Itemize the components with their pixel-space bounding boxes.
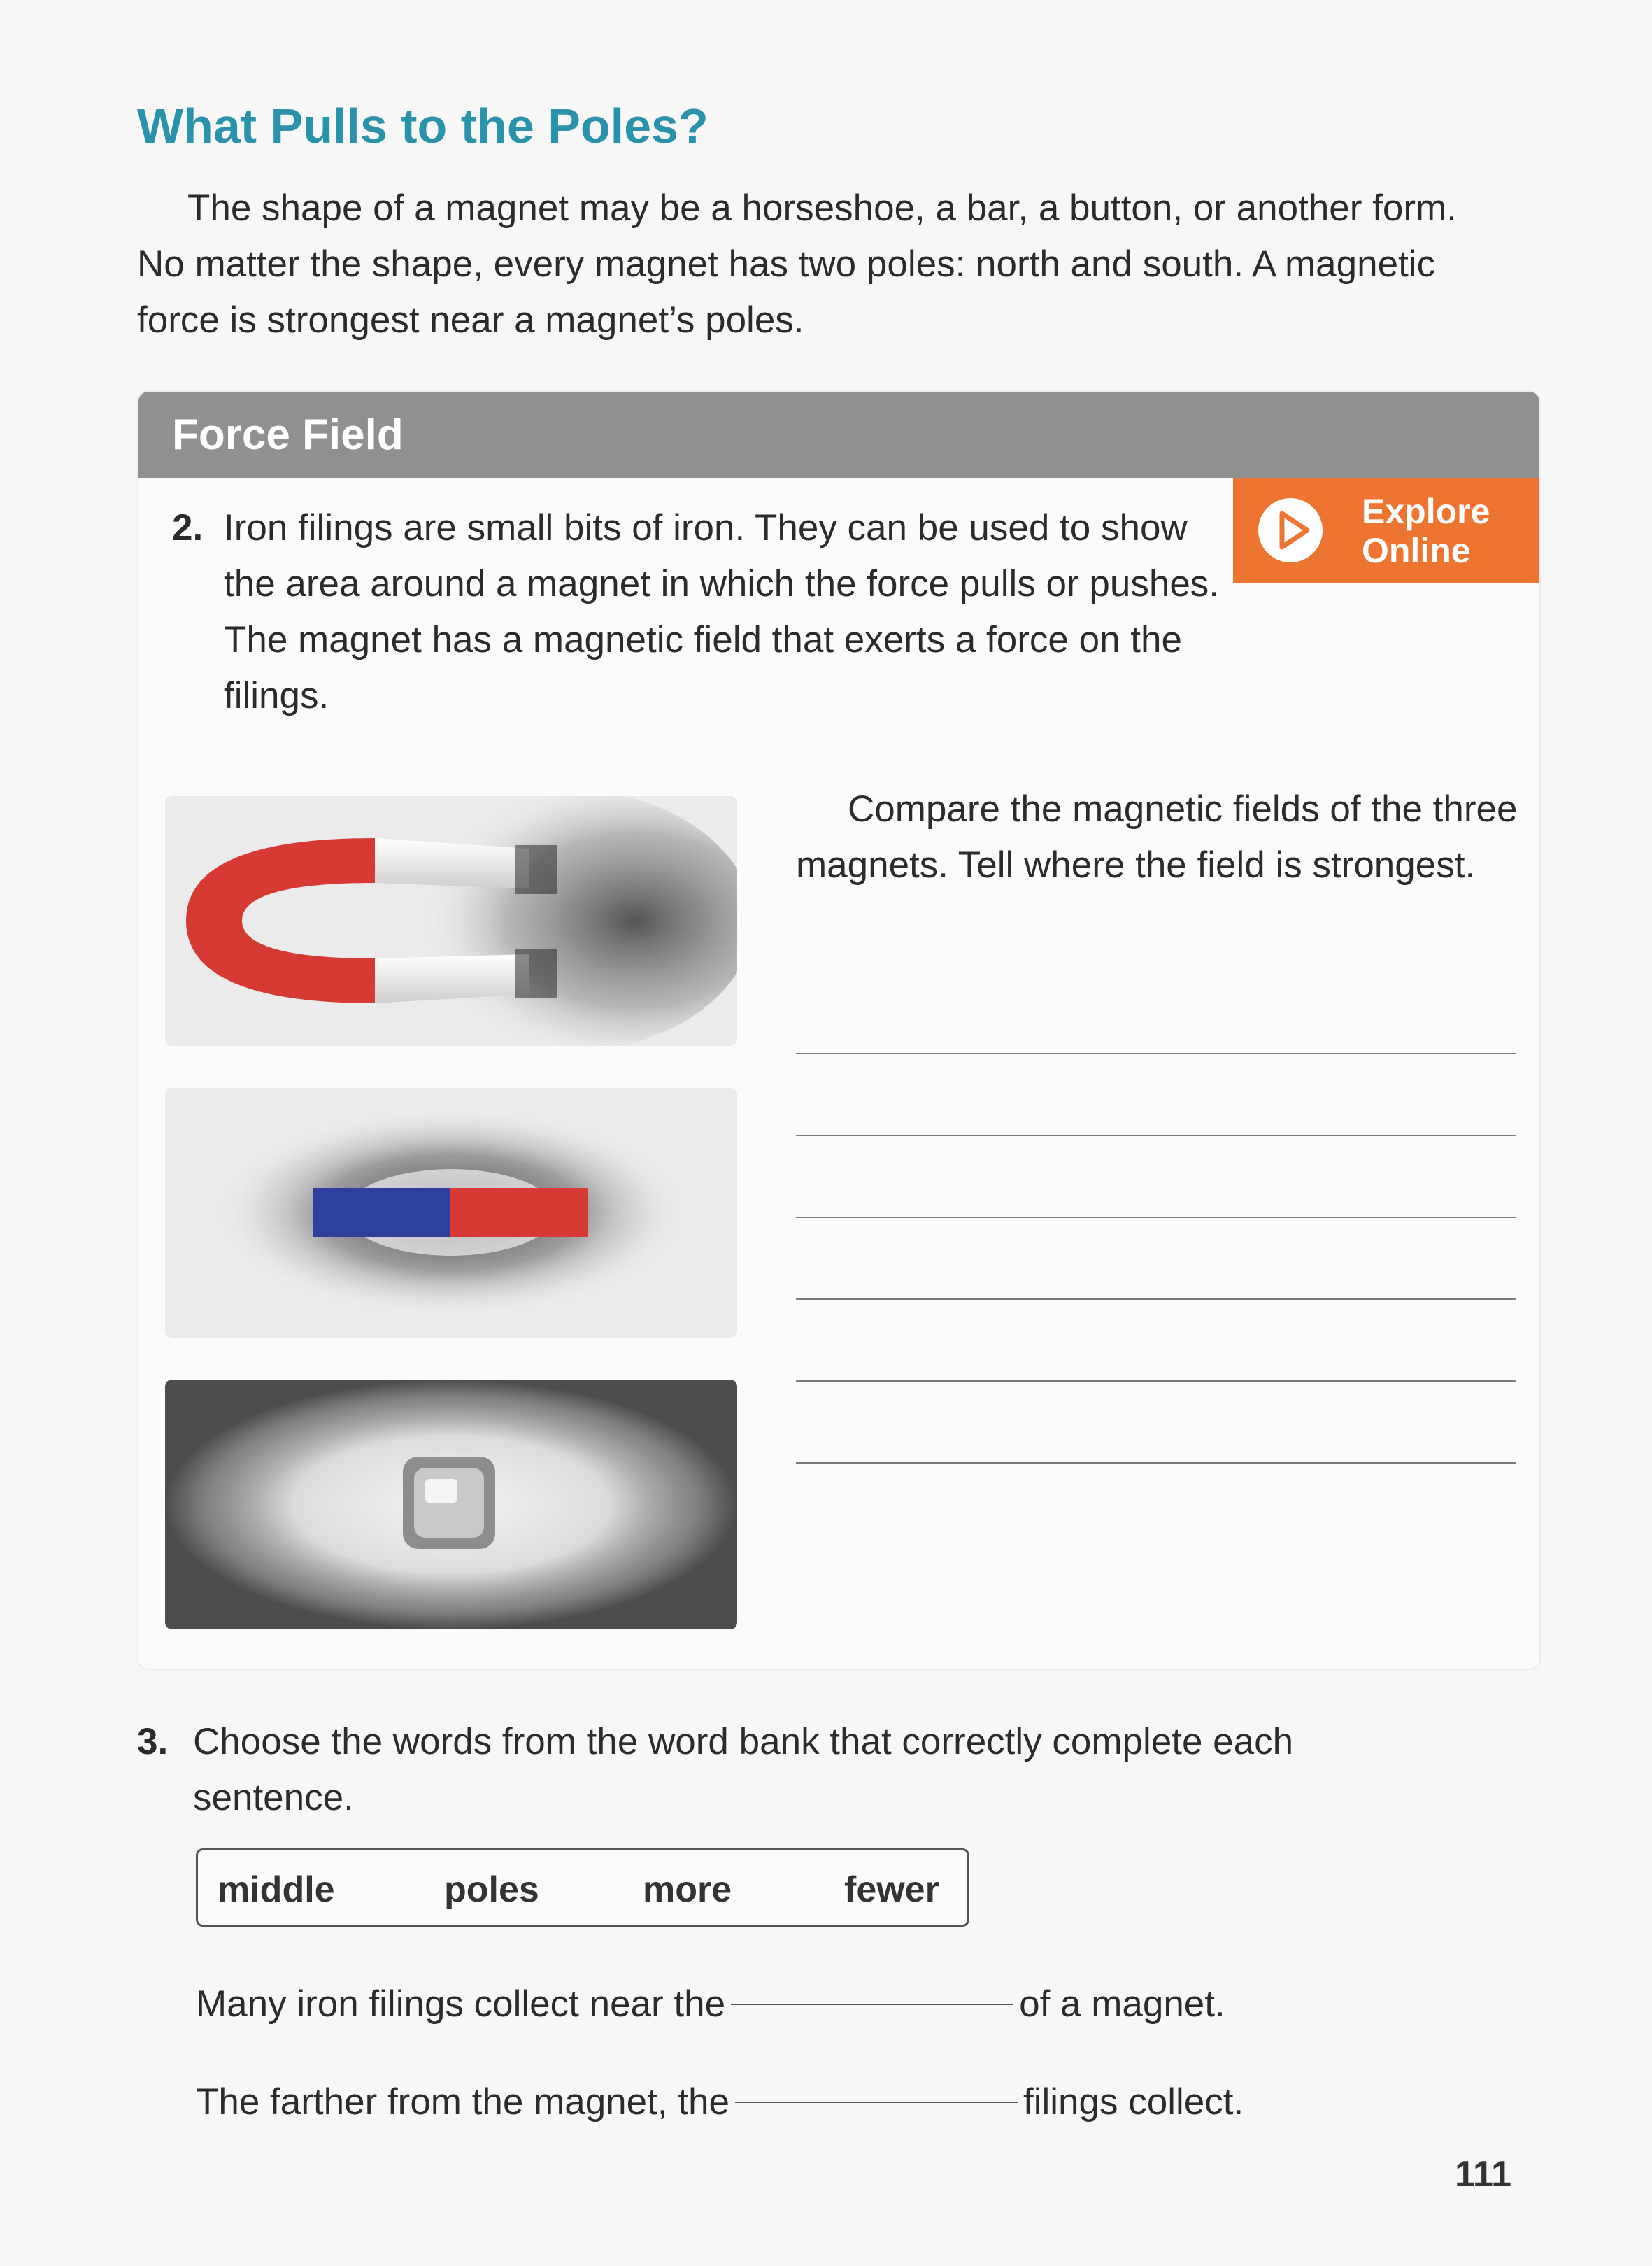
question-2 (172, 500, 1221, 724)
button-magnet-photo (165, 1380, 737, 1629)
sentence-1 (196, 1976, 1225, 2032)
word-bank-item[interactable]: poles (444, 1869, 539, 1910)
page-title: What Pulls to the Poles? (137, 99, 708, 153)
question-2-number: 2. (172, 507, 204, 548)
word-bank (196, 1848, 969, 1927)
explore-online-label: Explore Online (1362, 492, 1490, 570)
intro-paragraph: The shape of a magnet may be a horseshoe, a bar, a button, or another form. No matter the shape, every magnet has two poles: north and south. A magnetic force is strongest near a magnet’s poles. (137, 187, 1457, 341)
sentence-1-end: of a magnet. (1019, 1983, 1225, 2025)
sentence-2 (196, 2074, 1244, 2130)
word-bank-item[interactable]: middle (218, 1869, 335, 1910)
sentence-2-end: filings collect. (1023, 2081, 1244, 2123)
question-3-text: Choose the words from the word bank that correctly complete each sentence. (193, 1721, 1294, 1818)
page-number: 111 (1455, 2154, 1512, 2195)
sentence-2-blank[interactable] (735, 2102, 1018, 2103)
explore-online-button[interactable] (1233, 478, 1539, 583)
word-bank-item[interactable]: fewer (844, 1869, 939, 1910)
question-3-number: 3. (137, 1721, 169, 1762)
question-2-text: Iron filings are small bits of iron. They can be used to show the area around a magnet in which the force pulls or pushes. The magnet has a magnetic field that exerts a force on the filings. (224, 507, 1220, 716)
answer-line-6[interactable] (796, 1462, 1516, 1464)
bar-magnet-photo (165, 1088, 737, 1338)
sentence-2-start: The farther from the magnet, the (196, 2081, 729, 2123)
force-field-panel (138, 392, 1539, 1669)
compare-prompt: Compare the magnetic fields of the three magnets. Tell where the field is strongest. (796, 788, 1518, 886)
sentence-1-blank[interactable] (731, 2004, 1013, 2005)
answer-line-1[interactable] (796, 1053, 1516, 1054)
answer-line-3[interactable] (796, 1217, 1516, 1218)
answer-line-4[interactable] (796, 1298, 1516, 1300)
play-icon (1258, 498, 1323, 562)
sentence-1-start: Many iron filings collect near the (196, 1983, 726, 2025)
answer-line-2[interactable] (796, 1135, 1516, 1136)
force-field-header: Force Field (138, 392, 1539, 478)
horseshoe-magnet-photo (165, 796, 737, 1046)
question-3 (137, 1714, 1326, 1826)
answer-line-5[interactable] (796, 1380, 1516, 1382)
word-bank-item[interactable]: more (643, 1869, 732, 1910)
